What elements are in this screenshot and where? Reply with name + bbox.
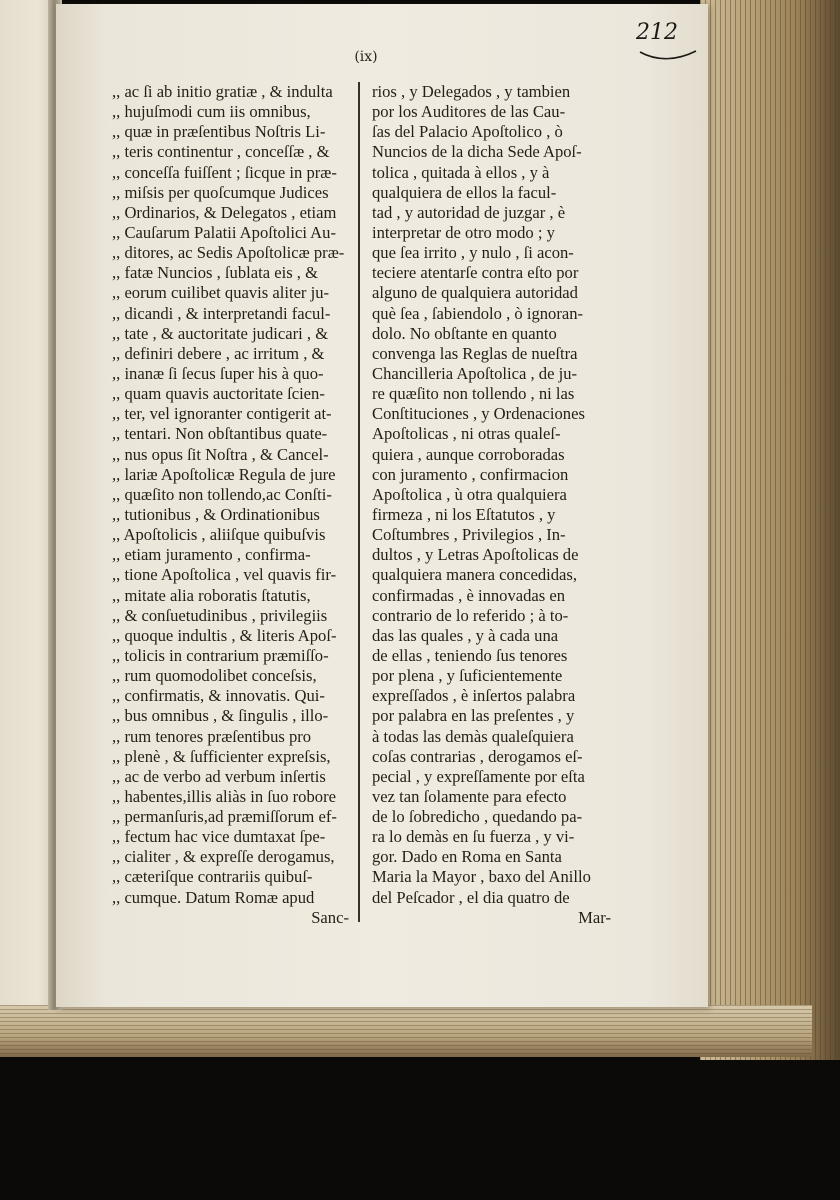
text-line: ,, inanæ ſi ſecus ſuper his à quo- (112, 363, 324, 383)
text-line: por palabra en las preſentes , y (372, 706, 575, 726)
text-line: ,, bus omnibus , & ſingulis , illo- (112, 706, 329, 726)
text-line: ,, & conſuetudinibus , privilegiis (112, 605, 328, 625)
text-line: ,, dicandi , & interpretandi facul- (112, 303, 331, 323)
text-line: ,, cumque. Datum Romæ apud (112, 887, 315, 907)
text-line: das las quales , y à cada una (372, 625, 559, 645)
text-line: vez tan ſolamente para efecto (372, 786, 567, 806)
text-line: ,, quam quavis auctoritate ſcien- (112, 384, 325, 404)
text-line: tad , y autoridad de juzgar , è (372, 202, 566, 222)
text-line: de lo ſobredicho , quedando pa- (372, 807, 583, 827)
text-line: dolo. No obſtante en quanto (372, 323, 557, 343)
text-line: ,, tate , & auctoritate judicari , & (112, 323, 329, 343)
text-line: ,, fatæ Nuncios , ſublata eis , & (112, 263, 319, 283)
text-line: expreſſados , è inſertos palabra (372, 686, 576, 706)
text-line: Nuncios de la dicha Sede Apoſ- (372, 142, 582, 162)
folio-underline-flourish (638, 48, 698, 62)
spanish-text-column (372, 82, 611, 928)
text-line: alguno de qualquiera autoridad (372, 283, 578, 303)
text-line: Apoſtolica , ù otra qualquiera (372, 484, 567, 504)
text-line: por los Auditores de las Cau- (372, 102, 566, 122)
text-line: ,, fectum hac vice dumtaxat ſpe- (112, 827, 326, 847)
text-line: interpretar de otro modo ; y (372, 222, 555, 242)
text-line: dultos , y Letras Apoſtolicas de (372, 545, 579, 565)
text-line: ,, conceſſa fuiſſent ; ſicque in præ- (112, 162, 337, 182)
text-line: ,, permanſuris,ad præmiſſorum ef- (112, 807, 337, 827)
text-line: del Peſcador , el dia quatro de (372, 887, 570, 907)
folio-number: 212 (636, 20, 678, 45)
text-line: ,, ac de verbo ad verbum inſertis (112, 766, 326, 786)
text-line: tolica , quitada à ellos , y à (372, 162, 550, 182)
text-line: ,, tentari. Non obſtantibus quate- (112, 424, 328, 444)
text-line: re quæſito non tollendo , ni las (372, 384, 575, 404)
text-line: Mar- (578, 907, 611, 927)
text-line: ,, etiam juramento , confirma- (112, 545, 311, 565)
text-line: Coſtumbres , Privilegios , In- (372, 525, 566, 545)
text-line: ,, confirmatis, & innovatis. Qui- (112, 686, 325, 706)
text-line: què ſea , ſabiendolo , ò ignoran- (372, 303, 584, 323)
text-line: rios , y Delegados , y tambien (372, 82, 571, 101)
column-divider-rule (358, 82, 360, 922)
text-line: ra lo demàs en ſu fuerza , y vi- (372, 827, 575, 847)
text-line: convenga las Reglas de nueſtra (372, 343, 578, 363)
text-line: ,, quæſito non tollendo,ac Conſti- (112, 484, 332, 504)
text-line: ,, definiri debere , ac irritum , & (112, 343, 325, 363)
text-line: ,, ter, vel ignoranter contigerit at- (112, 404, 332, 424)
text-line: ,, cialiter , & expreſſe derogamus, (112, 847, 335, 867)
text-line: ,, miſsis per quoſcumque Judices (112, 182, 329, 202)
text-line: Sanc- (311, 907, 349, 927)
text-line: quiera , aunque corroboradas (372, 444, 565, 464)
text-line: con juramento , confirmacion (372, 464, 569, 484)
text-line: ,, tione Apoſtolica , vel quavis fir- (112, 565, 337, 585)
text-line: ,, tutionibus , & Ordinationibus (112, 504, 320, 524)
text-line: firmeza , ni los Eſtatutos , y (372, 504, 556, 524)
text-line: ,, Apoſtolicis , aliiſque quibuſvis (112, 525, 326, 545)
page-header: (ix) (354, 49, 378, 65)
text-line: qualquiera manera concedidas, (372, 565, 578, 585)
text-line: ,, Ordinarios, & Delegatos , etiam (112, 202, 337, 222)
text-line: qualquiera de ellos la facul- (372, 182, 557, 202)
text-line: pecial , y expreſſamente por eſta (372, 766, 585, 786)
text-line: que ſea irrito , y nulo , ſi acon- (372, 243, 574, 263)
latin-text-column (112, 82, 349, 928)
text-line: Maria la Mayor , baxo del Anillo (372, 867, 591, 887)
text-line: ,, plenè , & ſufficienter expreſsis, (112, 746, 331, 766)
text-line: de ellas , teniendo ſus tenores (372, 645, 568, 665)
text-line: Apoſtolicas , ni otras qualeſ- (372, 424, 561, 444)
text-line: ,, quoque indultis , & literis Apoſ- (112, 625, 337, 645)
facing-page-edge (0, 0, 54, 1010)
text-line: ,, teris continentur , conceſſæ , & (112, 142, 330, 162)
text-line: contrario de lo referido ; à to- (372, 605, 569, 625)
book-fore-edge (700, 0, 840, 1060)
text-line: Conſtituciones , y Ordenaciones (372, 404, 585, 424)
text-line: à todas las demàs qualeſquiera (372, 726, 574, 746)
text-line: ,, mitate alia roboratis ſtatutis, (112, 585, 311, 605)
text-line: ,, hujuſmodi cum iis omnibus, (112, 102, 311, 122)
text-line: ,, Cauſarum Palatii Apoſtolici Au- (112, 222, 336, 242)
text-line: ,, habentes,illis aliàs in ſuo robore (112, 786, 336, 806)
text-line: ,, ac ſi ab initio gratiæ , & indulta (112, 82, 333, 101)
text-line: ,, rum tenores præſentibus pro (112, 726, 312, 746)
text-line: ,, lariæ Apoſtolicæ Regula de jure (112, 464, 336, 484)
book-bottom-edge (0, 1005, 812, 1057)
text-line: por plena , y ſuficientemente (372, 666, 563, 686)
text-line: ,, quæ in præſentibus Noſtris Li- (112, 122, 326, 142)
text-line: confirmadas , è innovadas en (372, 585, 566, 605)
text-line: Chancilleria Apoſtolica , de ju- (372, 363, 578, 383)
text-line: ſas del Palacio Apoſtolico , ò (372, 122, 563, 142)
text-line: ,, ditores, ac Sedis Apoſtolicæ præ- (112, 243, 345, 263)
text-line: coſas contrarias , derogamos eſ- (372, 746, 583, 766)
text-line: ,, tolicis in contrarium præmiſſo- (112, 645, 329, 665)
text-line: gor. Dado en Roma en Santa (372, 847, 562, 867)
text-line: ,, cæteriſque contrariis quibuſ- (112, 867, 313, 887)
text-line: teciere atentarſe contra eſto por (372, 263, 579, 283)
text-line: ,, rum quomodolibet conceſsis, (112, 666, 317, 686)
text-line: ,, nus opus ſit Noſtra , & Cancel- (112, 444, 329, 464)
text-line: ,, eorum cuilibet quavis aliter ju- (112, 283, 330, 303)
